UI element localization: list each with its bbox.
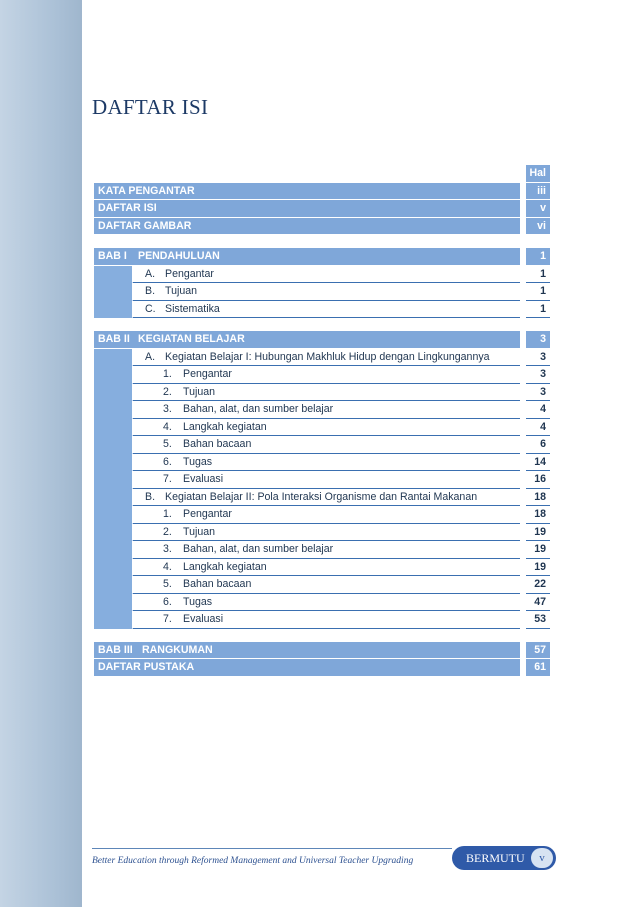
toc-page: 61: [526, 659, 550, 677]
toc-label: Langkah kegiatan: [183, 420, 267, 433]
toc-page: iii: [526, 183, 550, 201]
toc-label: Tugas: [183, 595, 213, 608]
toc-row-bab-3[interactable]: [94, 642, 550, 660]
item-marker: C.: [145, 302, 156, 315]
toc-page: 1: [526, 266, 550, 284]
toc-label: Tujuan: [165, 285, 197, 298]
toc-row-kb1-1[interactable]: [94, 366, 550, 384]
side-band-decoration: [0, 0, 82, 907]
toc-row-kb2-4[interactable]: [94, 559, 550, 577]
toc-label: Pengantar: [165, 267, 214, 280]
item-marker: A.: [145, 350, 156, 363]
toc-label: DAFTAR ISI: [94, 200, 520, 218]
toc-label: Evaluasi: [183, 613, 224, 626]
item-marker: 6.: [163, 595, 172, 608]
toc-label: Langkah kegiatan: [183, 560, 267, 573]
toc-row-kb2[interactable]: [94, 489, 550, 507]
toc-page: 19: [526, 559, 550, 577]
footer-tagline: Better Education through Reformed Management and Universal Teacher Upgrading: [92, 856, 414, 866]
item-marker: 7.: [163, 473, 172, 486]
toc-page: 22: [526, 576, 550, 594]
toc-page: 1: [526, 248, 550, 266]
toc-row-bab-1[interactable]: [94, 248, 550, 266]
item-marker: 1.: [163, 368, 172, 381]
toc-page: 3: [526, 349, 550, 367]
toc-row-kb1-2[interactable]: [94, 384, 550, 402]
toc-page: 18: [526, 506, 550, 524]
toc-label: DAFTAR PUSTAKA: [94, 659, 520, 677]
item-marker: 2.: [163, 385, 172, 398]
toc-page: 4: [526, 419, 550, 437]
item-marker: 7.: [163, 613, 172, 626]
toc-page: 18: [526, 489, 550, 507]
toc-row-kb1-3[interactable]: [94, 401, 550, 419]
item-marker: 6.: [163, 455, 172, 468]
toc-row-bab1-c[interactable]: [94, 301, 550, 319]
chapter-title: KEGIATAN BELAJAR: [138, 333, 245, 346]
toc-row-kb1-4[interactable]: [94, 419, 550, 437]
page-title: DAFTAR ISI: [92, 95, 209, 119]
toc-page: 19: [526, 541, 550, 559]
item-marker: 5.: [163, 438, 172, 451]
toc-label: Tugas: [183, 455, 213, 468]
toc-row-kb1-5[interactable]: [94, 436, 550, 454]
toc-row-kb1-6[interactable]: [94, 454, 550, 472]
toc-row-kb1[interactable]: [94, 349, 550, 367]
brand-name: BERMUTU: [466, 850, 525, 865]
toc-label: Pengantar: [183, 508, 232, 521]
toc-label: Kegiatan Belajar II: Pola Interaksi Organisme dan Rantai Makanan: [165, 490, 478, 503]
toc-label: Bahan bacaan: [183, 438, 252, 451]
toc-label: Bahan bacaan: [183, 578, 252, 591]
toc-row-bab-2[interactable]: [94, 331, 550, 349]
toc-page: 16: [526, 471, 550, 489]
toc-page: 1: [526, 301, 550, 319]
chapter-code: BAB III: [98, 643, 133, 656]
toc-page: vi: [526, 218, 550, 236]
toc-page: 47: [526, 594, 550, 612]
toc-page: 6: [526, 436, 550, 454]
toc-page: 19: [526, 524, 550, 542]
item-marker: 1.: [163, 508, 172, 521]
toc-label: Tujuan: [183, 385, 215, 398]
toc-row-daftar-isi[interactable]: [94, 200, 550, 218]
item-marker: 5.: [163, 578, 172, 591]
toc-page: 4: [526, 401, 550, 419]
toc-row-kb2-6[interactable]: [94, 594, 550, 612]
toc-header-row: [94, 165, 550, 183]
toc-page: 3: [526, 366, 550, 384]
toc-row-bab1-b[interactable]: [94, 283, 550, 301]
toc-row-kb2-2[interactable]: [94, 524, 550, 542]
item-marker: 3.: [163, 403, 172, 416]
toc-page: 1: [526, 283, 550, 301]
footer-divider: [92, 848, 452, 849]
hal-header: Hal: [526, 165, 550, 183]
toc-label: Kegiatan Belajar I: Hubungan Makhluk Hidup dengan Lingkungannya: [165, 350, 490, 363]
toc-label: KATA PENGANTAR: [94, 183, 520, 201]
toc-row-daftar-pustaka[interactable]: [94, 659, 550, 677]
page-number: v: [531, 848, 553, 868]
toc-row-bab1-a[interactable]: [94, 266, 550, 284]
item-marker: A.: [145, 267, 156, 280]
toc-label: Bahan, alat, dan sumber belajar: [183, 403, 334, 416]
toc-page: 53: [526, 611, 550, 629]
chapter-title: PENDAHULUAN: [138, 250, 220, 263]
chapter-code: BAB II: [98, 333, 130, 346]
toc-label: Sistematika: [165, 302, 220, 315]
item-marker: 3.: [163, 543, 172, 556]
item-marker: B.: [145, 285, 156, 298]
chapter-code: BAB I: [98, 250, 127, 263]
toc-row-daftar-gambar[interactable]: [94, 218, 550, 236]
toc-label: Evaluasi: [183, 473, 224, 486]
toc-label: Pengantar: [183, 368, 232, 381]
toc-row-kb2-3[interactable]: [94, 541, 550, 559]
item-marker: 4.: [163, 560, 172, 573]
toc-row-kb2-5[interactable]: [94, 576, 550, 594]
item-marker: B.: [145, 490, 156, 503]
item-marker: 2.: [163, 525, 172, 538]
toc-row-kb1-7[interactable]: [94, 471, 550, 489]
chapter-title: RANGKUMAN: [142, 643, 213, 656]
table-of-contents: [94, 165, 550, 677]
toc-label: Bahan, alat, dan sumber belajar: [183, 543, 334, 556]
toc-page: 3: [526, 384, 550, 402]
toc-page: 57: [526, 642, 550, 660]
toc-row-kb2-7[interactable]: [94, 611, 550, 629]
toc-row-kata-pengantar[interactable]: [94, 183, 550, 201]
item-marker: 4.: [163, 420, 172, 433]
toc-page: 3: [526, 331, 550, 349]
toc-page: 14: [526, 454, 550, 472]
toc-row-kb2-1[interactable]: [94, 506, 550, 524]
toc-page: v: [526, 200, 550, 218]
toc-label: DAFTAR GAMBAR: [94, 218, 520, 236]
toc-label: Tujuan: [183, 525, 215, 538]
